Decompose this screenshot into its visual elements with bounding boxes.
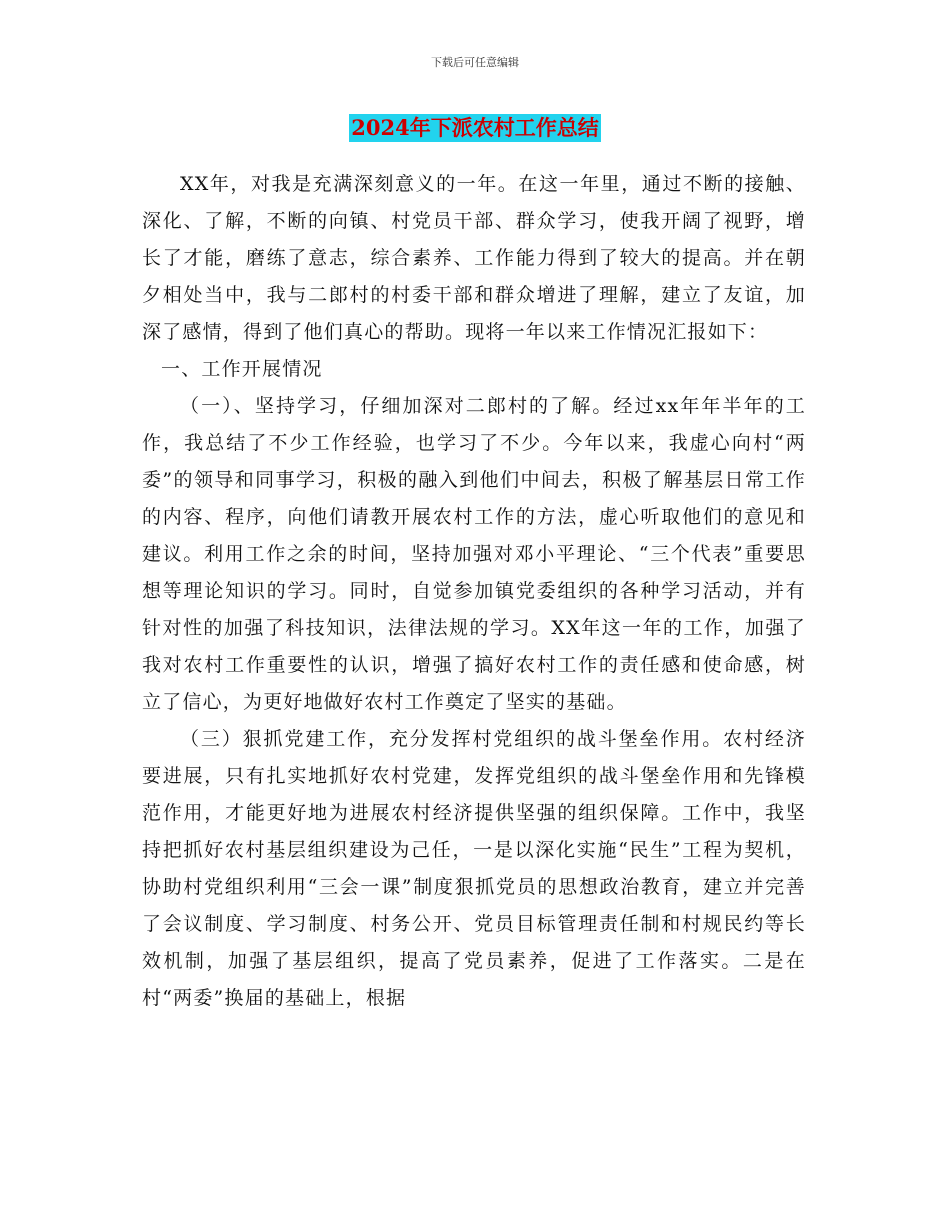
title-wrap [0,114,950,142]
header-note: 下载后可任意编辑 [431,56,519,69]
section-heading: 一、工作开展情况 [161,358,323,380]
paragraph-study: （一）、坚持学习，仔细加深对二郎村的了解。经过xx年年半年的工作，我总结了不少工作经验，也学习了不少。今年以来，我虚心向村“两委”的领导和同事学习，积极的融入到他们中间去，积极了解基层日常工作的内容、程序，向他们请教开展农村工作的方法，虚心听取他们的意见和建议。利用工作之余的时间，坚持加强对邓小平理论、“三个代表”重要思想等理论知识的学习。同时，自觉参加镇党委组织的各种学习活动，并有针对性的加强了科技知识，法律法规的学习。XX年这一年的工作，加强了我对农村工作重要性的认识，增强了搞好农村工作的责任感和使命感，树立了信心，为更好地做好农村工作奠定了坚实的基础。 [142,395,806,713]
document-title: 2024年下派农村工作总结 [351,115,599,140]
paragraph-party-building: （三）狠抓党建工作，充分发挥村党组织的战斗堡垒作用。农村经济要进展，只有扎实地抓好农村党建，发挥党组织的战斗堡垒作用和先锋模范作用，才能更好地为进展农村经济提供坚强的组织保障。工作中，我坚持把抓好农村基层组织建设为己任，一是以深化实施“民生”工程为契机，协助村党组织利用“三会一课”制度狠抓党员的思想政治教育，建立并完善了会议制度、学习制度、村务公开、党员目标管理责任制和村规民约等长效机制，加强了基层组织，提高了党员素养，促进了工作落实。二是在村“两委”换届的基础上，根据 [142,728,806,1009]
paragraph-intro: XX年，对我是充满深刻意义的一年。在这一年里，通过不断的接触、深化、了解，不断的向镇、村党员干部、群众学习，使我开阔了视野，增长了才能，磨练了意志，综合素养、工作能力得到了较大的提高。并在朝夕相处当中，我与二郎村的村委干部和群众增进了理解，建立了友谊，加深了感情，得到了他们真心的帮助。现将一年以来工作情况汇报如下： [142,173,806,343]
document-body [142,166,806,1017]
